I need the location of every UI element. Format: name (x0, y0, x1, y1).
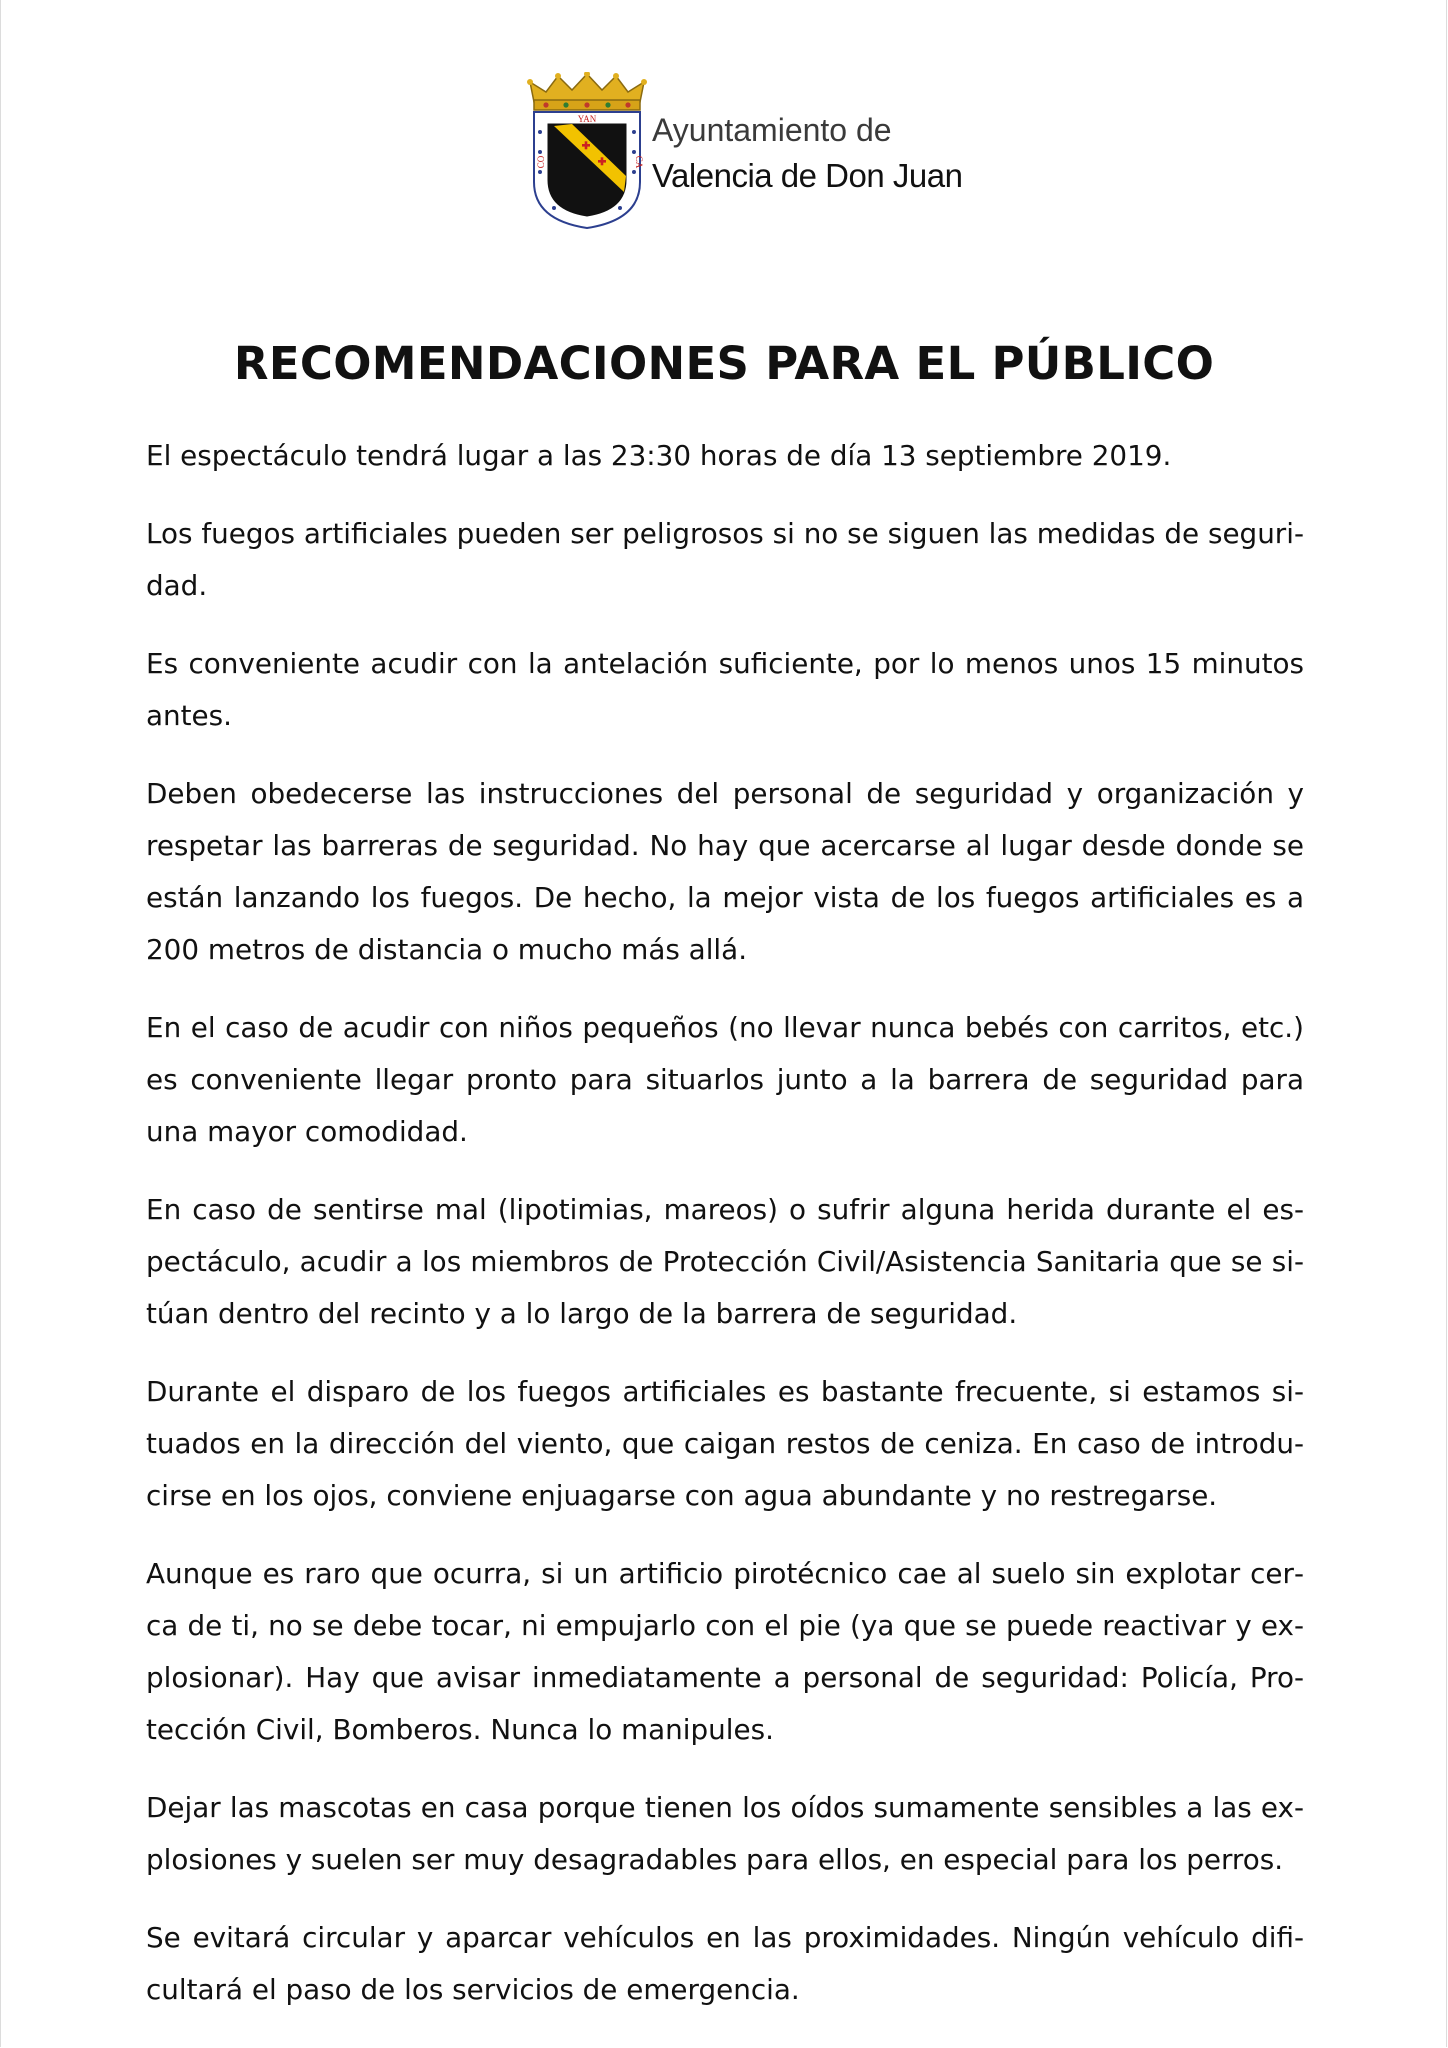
crown (527, 72, 647, 110)
paragraph-vehicles: Se evitará circular y aparcar vehículos en las proximidades. Ningún vehículo dificultará el paso de los servicios de emergencia. (146, 1921, 1304, 2006)
municipality-name (652, 110, 962, 202)
page-title: RECOMENDACIONES PARA EL PÚBLICO (233, 337, 1215, 391)
paragraph-children: En el caso de acudir con niños pequeños (no llevar nunca bebés con carritos, etc.) es conveniente llegar pronto para situarlos junto a la barrera de seguridad para una mayor comodidad. (146, 1011, 1304, 1148)
recommendations-body (146, 430, 1304, 2042)
paragraph-danger: Los fuegos artificiales pueden ser peligrosos si no se siguen las medidas de seguridad. (146, 517, 1304, 602)
municipality-line-2: Valencia de Don Juan (652, 157, 963, 194)
paragraph-unexploded: Aunque es raro que ocurra, si un artificio pirotécnico cae al suelo sin explotar cerca de ti, no se debe tocar, ni empujarlo con el pie (ya que se puede reactivar y explosionar). Hay que avisar inmediatamente a personal de seguridad: Policía, Protección Civil, Bomberos. Nunca lo manipules. (146, 1557, 1304, 1746)
coat-of-arms-icon (524, 72, 650, 230)
paragraph-ash: Durante el disparo de los fuegos artificiales es bastante frecuente, si estamos situados en la dirección del viento, que caigan restos de ceniza. En caso de introducirse en los ojos, conviene enjuagarse con agua abundante y no restregarse. (146, 1375, 1304, 1512)
paragraph-pets: Dejar las mascotas en casa porque tienen los oídos sumamente sensibles a las explosiones y suelen ser muy desagradables para ellos, en especial para los perros. (146, 1791, 1304, 1876)
crest-inscription-right: CA (634, 155, 644, 169)
crest-inscription-left: CO (536, 155, 546, 169)
paragraph-arrive-early: Es conveniente acudir con la antelación suficiente, por lo menos unos 15 minutos antes. (146, 647, 1304, 732)
municipality-line-1: Ayuntamiento de (652, 112, 892, 148)
crest-inscription-top: YAN (577, 114, 597, 124)
paragraph-event-time: El espectáculo tendrá lugar a las 23:30 horas de día 13 septiembre 2019. (146, 439, 1172, 472)
paragraph-first-aid: En caso de sentirse mal (lipotimias, mareos) o sufrir alguna herida durante el espectáculo, acudir a los miembros de Protección Civil/Asistencia Sanitaria que se sitúan dentro del recinto y a lo largo de la barrera de seguridad. (146, 1193, 1304, 1330)
paragraph-security-instructions: Deben obedecerse las instrucciones del personal de seguridad y organización y respetar las barreras de seguridad. No hay que acercarse al lugar desde donde se están lanzando los fuegos. De hecho, la mejor vista de los fuegos artificiales es a 200 metros de distancia o mucho más allá. (146, 777, 1304, 966)
municipality-header (524, 72, 964, 232)
